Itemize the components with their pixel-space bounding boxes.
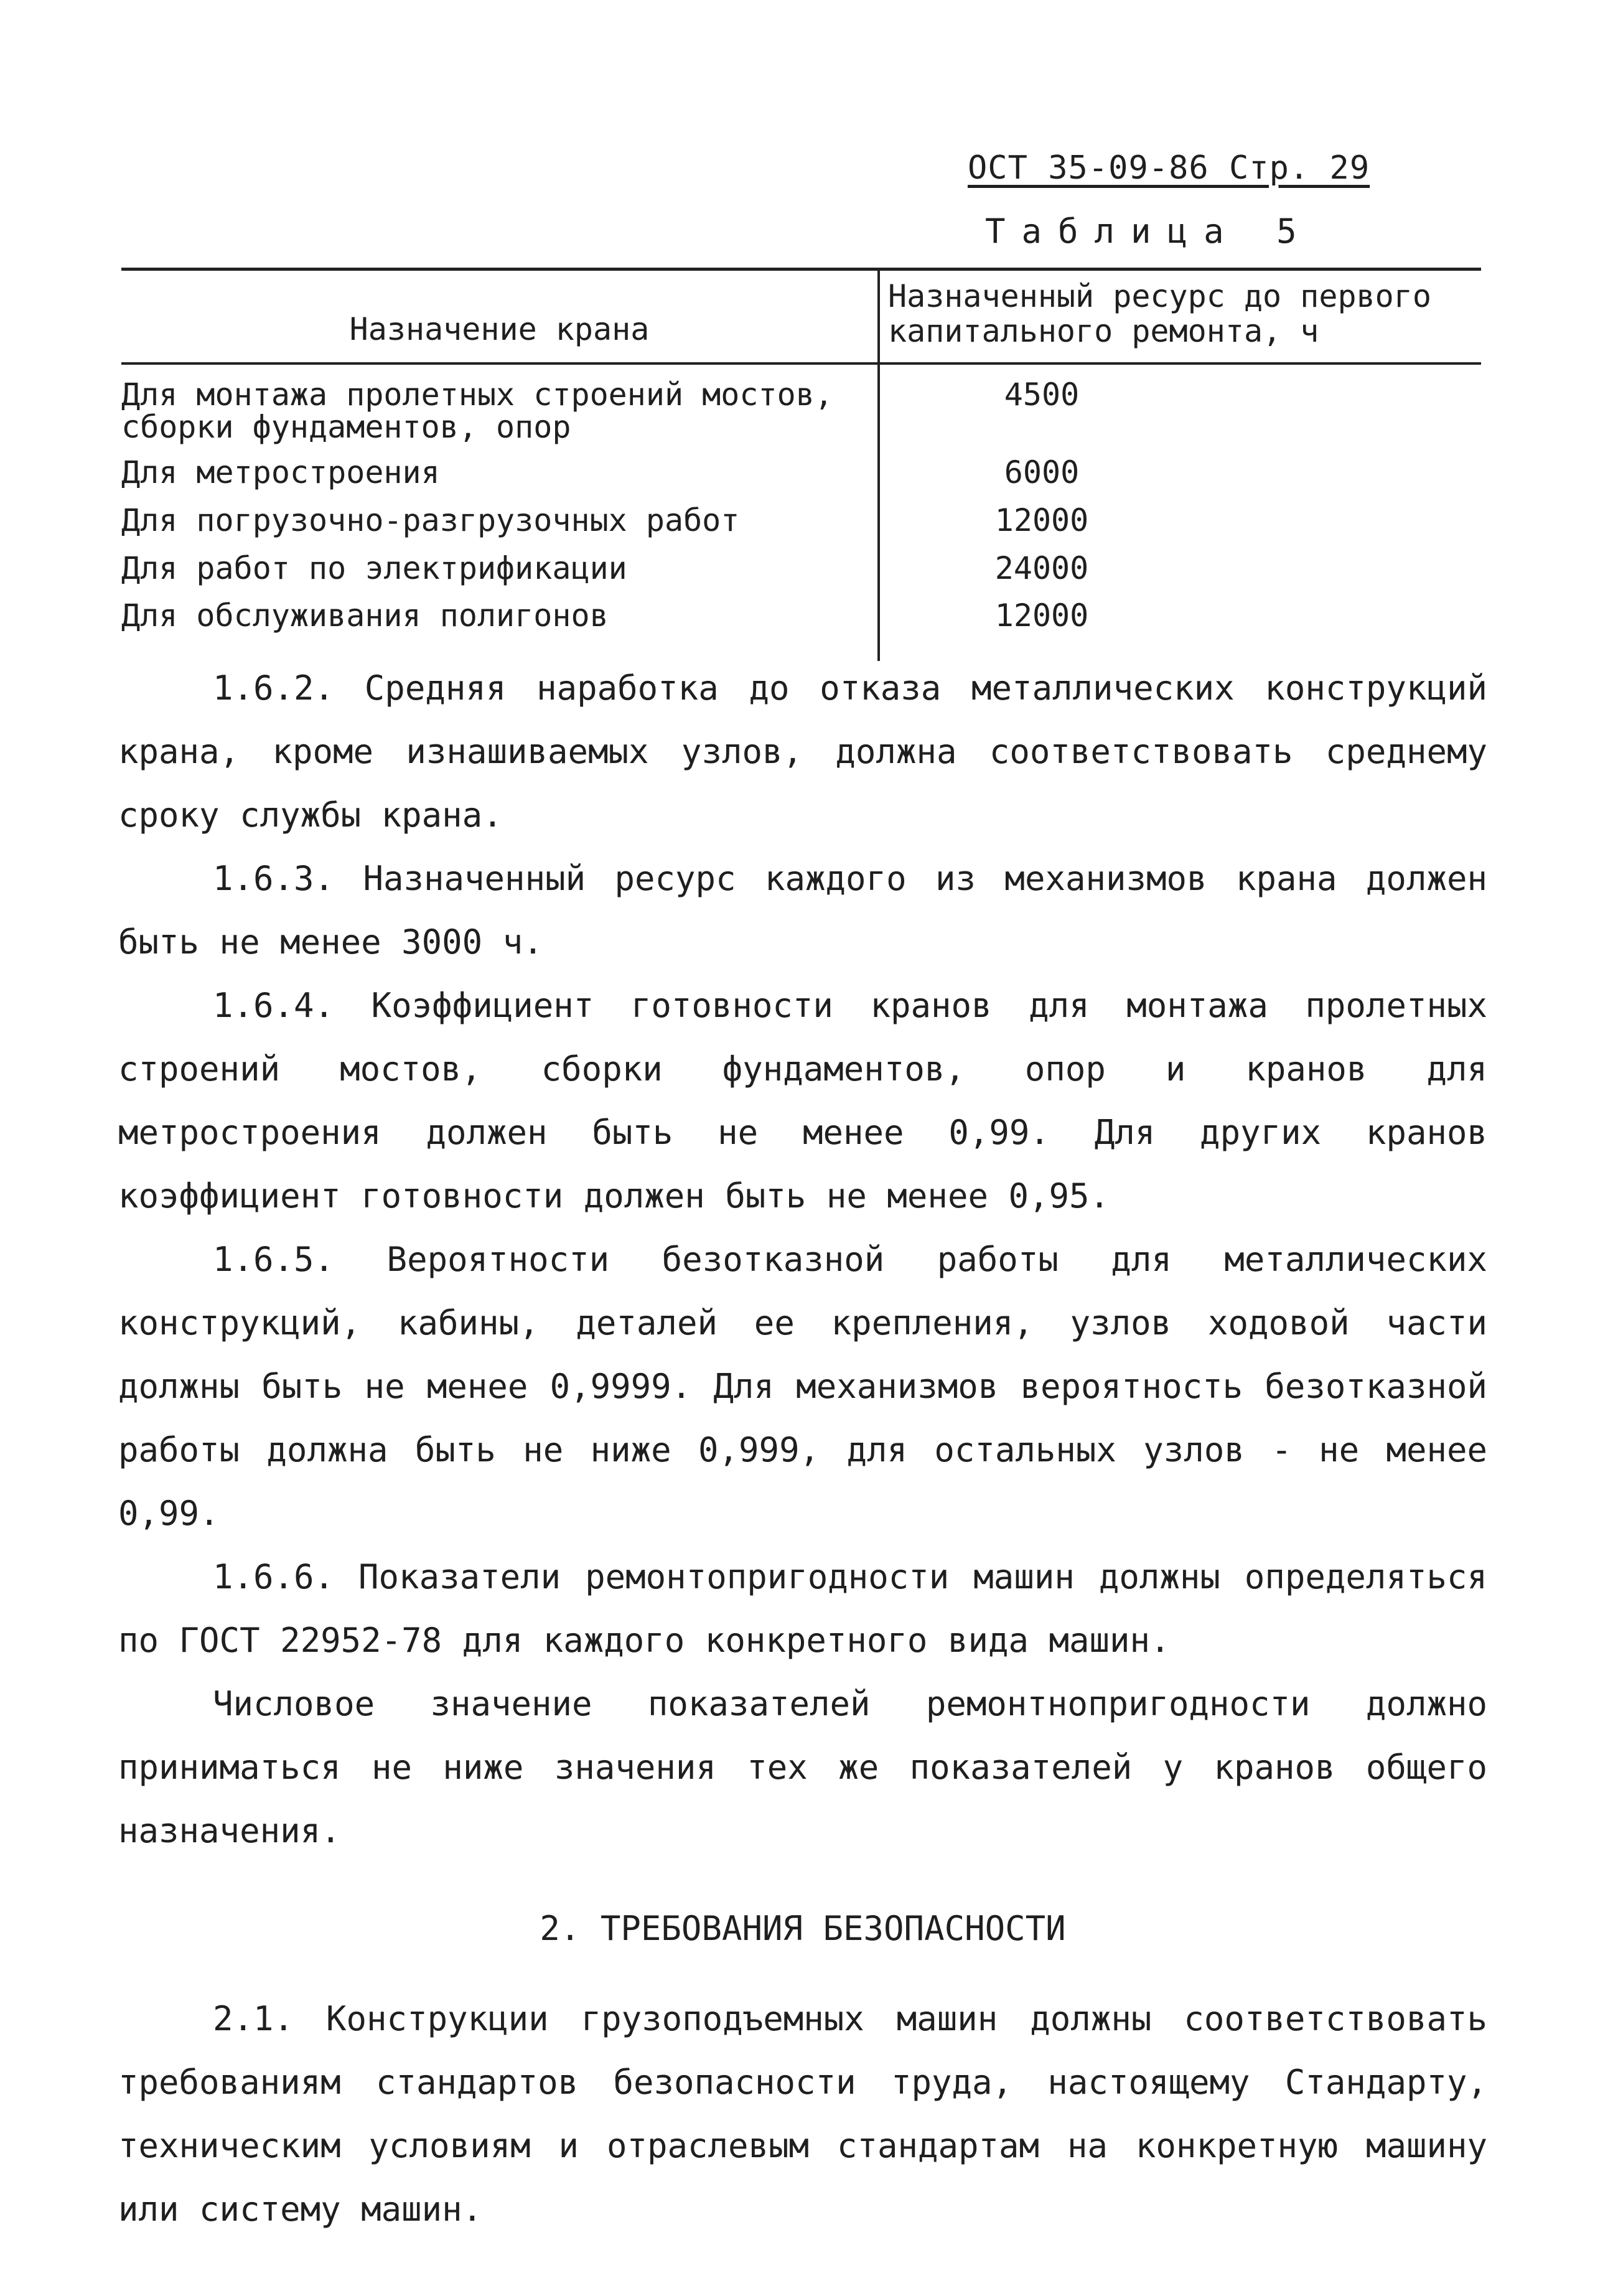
table-header-rule (121, 362, 1481, 365)
table-row-name: Для работ по электрификации (121, 550, 627, 586)
resource-table (121, 268, 1481, 661)
table-row-value: 12000 (994, 502, 1089, 538)
column-header-resource: Назначенный ресурс до первого капитального ремонта, ч (888, 278, 1431, 349)
paragraph-numeric-values: Числовое значение показателей ремонтнопригодности должно приниматься не ниже значения тех же показателей у кранов общего назначения. (118, 1684, 1487, 1850)
page-header: ОСТ 35-09-86 Стр. 29 (968, 149, 1370, 187)
paragraph-1-6-2: 1.6.2. Средняя наработка до отказа металлических конструкций крана, кроме изнашиваемых узлов, должна соответствовать среднему сроку службы крана. (118, 668, 1487, 835)
paragraph-1-6-6: 1.6.6. Показатели ремонтопригодности машин должны определяться по ГОСТ 22952-78 для каждого конкретного вида машин. (118, 1557, 1487, 1660)
table-row-name: Для обслуживания полигонов (121, 597, 609, 634)
column-header-purpose: Назначение крана (349, 311, 650, 347)
paragraph-1-6-5: 1.6.5. Вероятности безотказной работы для металлических конструкций, кабины, деталей ее крепления, узлов ходовой части должны быть не менее 0,9999. Для механизмов вероятность безотказной работы должна быть не ниже 0,999, для остальных узлов - не менее 0,99. (118, 1240, 1487, 1533)
paragraph-1-6-3: 1.6.3. Назначенный ресурс каждого из механизмов крана должен быть не менее 3000 ч. (118, 859, 1487, 962)
table-row-value: 12000 (994, 597, 1089, 634)
paragraph-1-6-4: 1.6.4. Коэффициент готовности кранов для монтажа пролетных строений мостов, сборки фундаментов, опор и кранов для метростроения должен быть не менее 0,99. Для других кранов коэффициент готовности должен быть не менее 0,95. (118, 986, 1487, 1216)
table-row-value: 4500 (1004, 377, 1080, 413)
section-title: 2. ТРЕБОВАНИЯ БЕЗОПАСНОСТИ (540, 1909, 1066, 1948)
table-row-name: Для погрузочно-разгрузочных работ (121, 502, 740, 538)
table-row-value: 24000 (994, 550, 1089, 586)
table-row-name: Для монтажа пролетных строений мостов, сборки фундаментов, опор (121, 377, 833, 445)
document-body (118, 657, 1487, 2241)
table-top-rule (121, 268, 1481, 271)
table-row-value: 6000 (1004, 454, 1080, 490)
table-row-name: Для метростроения (121, 454, 440, 490)
paragraph-2-1: 2.1. Конструкции грузоподъемных машин должны соответствовать требованиям стандартов безопасности труда, настоящему Стандарту, техническим условиям и отраслевым стандартам на конкретную машину или систему машин. (118, 1999, 1487, 2229)
table-caption: Таблица 5 (985, 212, 1313, 251)
